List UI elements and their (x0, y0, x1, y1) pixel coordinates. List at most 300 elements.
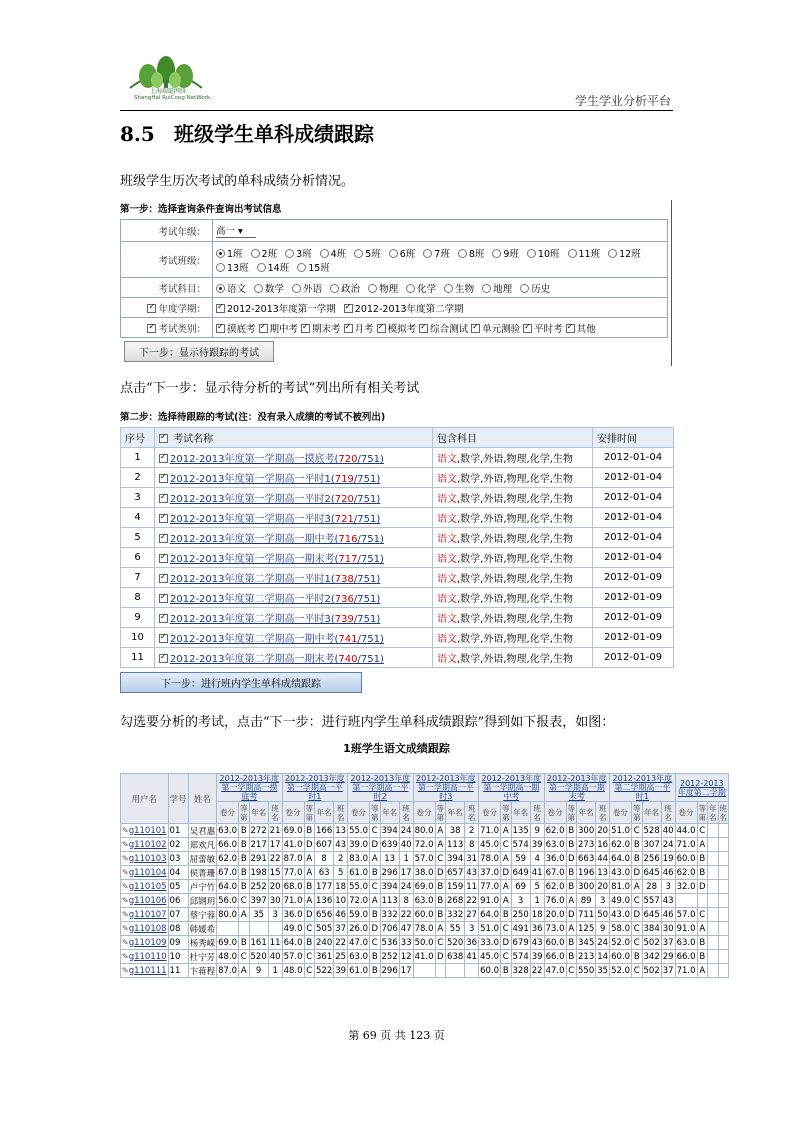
score-cell (718, 936, 729, 950)
score-cell (708, 950, 719, 964)
subject-highlight: 语文 (437, 614, 457, 625)
select-all-checkbox[interactable] (159, 434, 168, 443)
exam-count: 716 (338, 534, 358, 545)
exam-checkbox[interactable] (159, 474, 168, 483)
class-option[interactable] (354, 246, 381, 260)
class-option-label: 11班 (578, 248, 601, 260)
score-cell: 645 (643, 867, 660, 878)
checkbox-icon (471, 324, 480, 333)
score-cell: 113 (381, 895, 398, 906)
score-cell: 706 (381, 923, 398, 934)
score-cell (718, 922, 729, 936)
score-cell: 638 (447, 951, 464, 962)
radio-icon (216, 263, 225, 272)
radio-icon (251, 249, 260, 258)
exam-date: 2012-01-09 (593, 608, 674, 628)
exam-count: 720 (338, 454, 358, 465)
subject-option-label: 政治 (341, 283, 361, 295)
class-option[interactable] (568, 246, 601, 260)
score-cell: 55 (446, 922, 465, 936)
username-cell (121, 824, 169, 838)
score-cell (718, 880, 729, 894)
score-cell: 3 (511, 894, 530, 908)
col-exam-name-label: 考试名称 (173, 434, 214, 445)
edit-icon[interactable]: ✎ (122, 839, 129, 849)
checkbox-icon (216, 324, 225, 333)
score-cell: A (435, 922, 446, 936)
class-option[interactable] (297, 260, 330, 274)
username-link[interactable]: g110107 (128, 909, 167, 920)
score-cell: 35 (597, 965, 609, 976)
score-cell: 63.0 (218, 825, 238, 836)
score-cell: 26.0 (349, 923, 369, 934)
score-cell (708, 936, 719, 950)
score-cell: 639 (381, 839, 398, 850)
class-option-label: 3班 (296, 248, 312, 260)
score-cell: 256 (643, 853, 660, 864)
subject-option[interactable] (482, 281, 512, 295)
student-no: 01 (168, 824, 188, 838)
score-cell: 20 (597, 825, 609, 836)
score-cell: 46 (662, 909, 674, 920)
subject-option[interactable] (330, 281, 360, 295)
score-cell: C (632, 894, 643, 908)
type-filter-checkbox[interactable] (147, 324, 156, 333)
checkbox-icon (301, 324, 310, 333)
exam-count: 738 (334, 574, 354, 585)
score-cell: D (567, 853, 575, 864)
username-link[interactable]: g110103 (128, 853, 167, 864)
row-no: 10 (121, 628, 155, 648)
exam-date: 2012-01-04 (593, 448, 674, 468)
score-cell: 69 (511, 880, 530, 894)
class-option[interactable] (320, 246, 347, 260)
class-option-label: 15班 (308, 262, 330, 274)
exam-column-header[interactable]: 2012-2013年度第一学期高一期末考 (544, 774, 610, 802)
score-cell: 2 (334, 852, 348, 866)
score-cell: 69.0 (283, 825, 303, 836)
step2-intro: 点击“下一步：显示待分析的考试”列出所有相关考试 (120, 381, 420, 396)
score-cell: 72.0 (414, 839, 434, 850)
show-exams-button[interactable]: 下一步：显示待跟踪的考试 (124, 341, 274, 362)
sub-column-header: 班名 (719, 803, 728, 822)
exam-checkbox[interactable] (159, 454, 168, 463)
score-cell: 17 (400, 965, 412, 976)
table-row (121, 468, 674, 488)
score-cell: 78.0 (480, 853, 500, 864)
score-cell (718, 894, 729, 908)
type-option-label: 综合测试 (430, 323, 469, 335)
exam-count: 719 (334, 474, 354, 485)
score-cell: 213 (578, 951, 595, 962)
score-cell: 296 (381, 965, 398, 976)
score-cell: 300 (578, 881, 595, 892)
sub-column-header: 卷分 (610, 802, 632, 824)
col-no: 序号 (121, 428, 155, 448)
student-name: 邱钢玥 (188, 894, 217, 908)
score-cell: 300 (578, 825, 595, 836)
score-cell: 3 (465, 922, 479, 936)
type-option[interactable] (523, 321, 563, 335)
exam-checkbox[interactable] (159, 574, 168, 583)
edit-icon[interactable]: ✎ (122, 895, 129, 905)
class-option-label: 13班 (227, 262, 249, 274)
score-cell: 520 (250, 951, 267, 962)
table-row (121, 824, 729, 838)
student-no: 09 (168, 936, 188, 950)
exam-link[interactable]: 2012-2013年度第二学期高一平时1(738/751) (170, 574, 381, 585)
edit-icon[interactable]: ✎ (122, 951, 129, 961)
score-cell: 46 (662, 867, 674, 878)
score-cell: 83.0 (349, 853, 369, 864)
score-cell: 51.0 (611, 825, 631, 836)
score-cell: A (501, 824, 512, 838)
score-cell: B (370, 908, 381, 922)
exam-column-header[interactable]: 2012-2013年度第一学期高一平时2 (348, 774, 414, 802)
score-cell: 87.0 (218, 965, 238, 976)
exam-name-cell (155, 508, 433, 528)
score-cell: 81.0 (611, 881, 631, 892)
exam-checkbox[interactable] (159, 654, 168, 663)
subjects-cell (433, 488, 593, 508)
score-cell: 18 (531, 909, 543, 920)
score-cell: 55.0 (349, 881, 369, 892)
radio-icon (368, 284, 377, 293)
username-link[interactable]: g110102 (128, 839, 167, 850)
exam-link[interactable]: 2012-2013年度第二学期高一期末考(740/751) (170, 654, 384, 665)
score-cell: C (632, 964, 643, 978)
score-cell: 11 (466, 881, 478, 892)
score-cell: 43 (466, 867, 478, 878)
score-cell: 2 (465, 824, 479, 838)
exam-link[interactable]: 2012-2013年度第二学期高一期中考(741/751) (170, 634, 384, 645)
score-cell: C (697, 908, 708, 922)
type-option[interactable] (471, 321, 520, 335)
exam-checkbox[interactable] (159, 594, 168, 603)
radio-icon (389, 249, 398, 258)
class-option[interactable] (389, 246, 416, 260)
grade-value: 高一 (216, 226, 236, 237)
edit-icon[interactable]: ✎ (122, 909, 129, 919)
subject-rest: ,数学,外语,物理,化学,生物 (457, 474, 573, 485)
exam-column-header[interactable]: 2012-2013年度第二学期 (675, 774, 728, 802)
score-cell: B (566, 824, 577, 838)
score-cell: 37 (662, 937, 674, 948)
score-cell: B (632, 852, 643, 866)
class-option[interactable] (423, 246, 450, 260)
section-number: 8.5 (120, 122, 155, 146)
subject-rest: ,数学,外语,物理,化学,生物 (457, 494, 573, 505)
exam-total: 751 (357, 574, 377, 585)
score-cell: 39 (531, 951, 543, 962)
edit-icon[interactable]: ✎ (122, 965, 129, 975)
score-cell (268, 922, 282, 936)
score-cell: 394 (447, 853, 464, 864)
score-cell: 63.0 (349, 951, 369, 962)
term-option[interactable] (216, 301, 336, 315)
class-option[interactable] (527, 246, 560, 260)
sub-column-header: 班名 (399, 802, 413, 824)
score-cell: A (304, 894, 315, 908)
exam-column-header[interactable]: 2012-2013年度第二学期高一平时1 (610, 774, 676, 802)
score-cell: 13 (380, 852, 399, 866)
exam-column-header[interactable]: 2012-2013年度第一学期高一摸底考 (217, 774, 283, 802)
student-no: 11 (168, 964, 188, 978)
class-option[interactable] (492, 246, 519, 260)
username-link[interactable]: g110104 (128, 867, 167, 878)
subject-option[interactable] (368, 281, 398, 295)
exam-link[interactable]: 2012-2013年度第一学期高一平时3(721/751) (170, 514, 381, 525)
type-option[interactable] (377, 321, 417, 335)
class-option-label: 10班 (537, 248, 560, 260)
exam-column-header[interactable]: 2012-2013年度第一学期高一平时3 (413, 774, 479, 802)
score-cell: 657 (447, 867, 464, 878)
exam-checkbox[interactable] (159, 534, 168, 543)
score-cell: 491 (512, 923, 529, 934)
subject-option[interactable] (292, 281, 322, 295)
score-cell: 45.0 (480, 839, 500, 850)
score-cell (708, 824, 719, 838)
sub-column-header: 班名 (661, 802, 675, 824)
table-row (121, 508, 674, 528)
score-cell: 39 (335, 965, 347, 976)
score-cell: 43 (662, 895, 674, 906)
score-cell: C (435, 936, 446, 950)
sub-column-header: 班名 (268, 802, 282, 824)
table-row (121, 628, 674, 648)
exam-checkbox[interactable] (159, 634, 168, 643)
score-cell: 3 (661, 880, 675, 894)
username-link[interactable]: g110105 (128, 881, 167, 892)
exam-column-header[interactable]: 2012-2013年度第一学期高一平时1 (282, 774, 348, 802)
radio-icon (520, 284, 529, 293)
table-row (121, 608, 674, 628)
exam-checkbox[interactable] (159, 494, 168, 503)
class-option[interactable] (216, 260, 249, 274)
score-cell: 64.0 (611, 853, 631, 864)
score-cell: 3 (596, 894, 610, 908)
col-username: 用户名 (121, 774, 169, 824)
score-cell: B (239, 838, 250, 852)
subject-option-label: 语文 (227, 283, 247, 295)
score-cell: 24 (597, 937, 609, 948)
score-cell: 71.0 (676, 839, 696, 850)
subjects-cell (433, 448, 593, 468)
score-cell: 69.0 (218, 937, 238, 948)
score-cell: A (304, 852, 315, 866)
edit-icon[interactable]: ✎ (122, 853, 129, 863)
subject-option[interactable] (520, 281, 550, 295)
username-cell (121, 880, 169, 894)
score-cell (249, 922, 268, 936)
score-cell: 113 (447, 839, 464, 850)
exam-link[interactable]: 2012-2013年度第二学期高一平时3(739/751) (170, 614, 381, 625)
term-option-label: 2012-2013年度第二学期 (354, 303, 464, 315)
term-option[interactable] (344, 301, 464, 315)
student-no: 03 (168, 852, 188, 866)
score-cell (697, 894, 708, 908)
exam-checkbox[interactable] (159, 554, 168, 563)
exam-total: 751 (360, 634, 380, 645)
class-option[interactable] (458, 246, 485, 260)
score-cell: 11 (269, 937, 281, 948)
subject-highlight: 语文 (437, 654, 457, 665)
exam-total: 751 (357, 494, 377, 505)
class-option[interactable] (285, 246, 312, 260)
sub-column-header: 卷分 (348, 802, 370, 824)
student-no: 04 (168, 866, 188, 880)
username-link[interactable]: g110106 (128, 895, 167, 906)
term-options (213, 298, 668, 318)
type-option[interactable] (566, 321, 596, 335)
report-table-wrap[interactable] (120, 773, 728, 991)
radio-icon (608, 249, 617, 258)
score-cell (718, 908, 729, 922)
edit-icon[interactable]: ✎ (122, 881, 129, 891)
score-cell: B (435, 894, 446, 908)
score-cell: 64.0 (283, 937, 303, 948)
exam-total: 751 (360, 454, 380, 465)
grade-select[interactable] (216, 223, 256, 238)
score-cell: 59.0 (349, 909, 369, 920)
subject-option[interactable] (254, 281, 284, 295)
class-option[interactable] (257, 260, 290, 274)
exam-link[interactable]: 2012-2013年度第一学期高一平时1(719/751) (170, 474, 381, 485)
exam-link[interactable]: 2012-2013年度第一学期高一平时2(720/751) (170, 494, 381, 505)
edit-icon[interactable]: ✎ (122, 867, 129, 877)
exam-name: 2012-2013年度第一学期高一平时1 (170, 474, 331, 485)
username-link[interactable]: g110109 (128, 937, 167, 948)
table-row (121, 880, 729, 894)
exam-link[interactable]: 2012-2013年度第二学期高一平时2(736/751) (170, 594, 381, 605)
exam-name: 2012-2013年度第一学期高一期末考 (170, 554, 335, 565)
score-cell: B (239, 824, 250, 838)
subjects-cell (433, 588, 593, 608)
score-cell: 502 (643, 965, 660, 976)
exam-column-header[interactable]: 2012-2013年度第一学期高一期中考 (479, 774, 545, 802)
subject-rest: ,数学,外语,物理,化学,生物 (457, 514, 573, 525)
col-subjects: 包含科目 (433, 428, 593, 448)
exam-total: 751 (357, 514, 377, 525)
score-cell: 20 (269, 881, 281, 892)
subject-option[interactable] (444, 281, 474, 295)
score-cell: 217 (250, 839, 267, 850)
score-cell (718, 852, 729, 866)
score-cell: 250 (512, 909, 529, 920)
exam-checkbox[interactable] (159, 514, 168, 523)
score-cell: 40 (400, 839, 412, 850)
score-cell: 663 (578, 853, 595, 864)
score-cell: A (370, 852, 381, 866)
edit-icon[interactable]: ✎ (122, 923, 129, 933)
score-cell: 49.0 (611, 895, 631, 906)
exam-link[interactable]: 2012-2013年度第一学期高一期中考(716/751) (170, 534, 384, 545)
username-link[interactable]: g110110 (128, 951, 167, 962)
term-filter-checkbox[interactable] (147, 304, 156, 313)
exam-date: 2012-01-09 (593, 568, 674, 588)
row-no: 9 (121, 608, 155, 628)
class-option[interactable] (251, 246, 278, 260)
score-cell: C (632, 922, 643, 936)
score-cell: D (305, 839, 313, 850)
type-option-label: 平时考 (534, 323, 563, 335)
score-cell: A (566, 894, 577, 908)
radio-icon (257, 263, 266, 272)
track-scores-button[interactable]: 下一步：进行班内学生单科成绩跟踪 (120, 672, 362, 693)
score-cell: 40 (662, 825, 674, 836)
score-cell: 63.0 (414, 895, 434, 906)
query-form (120, 219, 668, 338)
type-option-label: 期中考 (269, 323, 299, 335)
subject-option[interactable] (216, 281, 246, 295)
score-cell: 520 (447, 937, 464, 948)
edit-icon[interactable]: ✎ (122, 825, 129, 835)
type-options (213, 318, 668, 338)
type-option[interactable] (301, 321, 341, 335)
username-cell (121, 964, 169, 978)
panel-edge (671, 200, 672, 366)
step1-panel (120, 200, 672, 366)
type-option[interactable] (216, 321, 256, 335)
score-cell: 63.0 (545, 839, 565, 850)
exam-checkbox[interactable] (159, 614, 168, 623)
subject-option[interactable] (406, 281, 436, 295)
username-link[interactable]: g110101 (128, 825, 167, 836)
username-link[interactable]: g110108 (128, 923, 167, 934)
type-option[interactable] (419, 321, 468, 335)
subject-rest: ,数学,外语,物理,化学,生物 (457, 634, 573, 645)
score-cell: 33 (400, 937, 412, 948)
score-cell: B (304, 824, 315, 838)
exam-name: 2012-2013年度第二学期高一平时3 (170, 614, 331, 625)
score-cell: 43 (531, 937, 543, 948)
username-link[interactable]: g110111 (128, 965, 167, 976)
class-option[interactable] (608, 246, 641, 260)
score-cell (708, 866, 719, 880)
class-option[interactable] (216, 246, 243, 260)
exam-link[interactable]: 2012-2013年度第一学期高一期末考(717/751) (170, 554, 384, 565)
sub-column-header: 等第 (567, 803, 576, 822)
exam-count: 720 (334, 494, 354, 505)
score-cell: 505 (316, 923, 333, 934)
class-option-label: 1班 (227, 248, 243, 260)
sub-column-header: 等第 (436, 803, 445, 822)
type-option[interactable] (344, 321, 374, 335)
score-cell (217, 922, 239, 936)
student-no: 06 (168, 894, 188, 908)
exam-link[interactable]: 2012-2013年度第一学期高一摸底考(720/751) (170, 454, 384, 465)
score-cell: 35 (249, 908, 268, 922)
score-cell: B (304, 880, 315, 894)
score-cell: 20.0 (545, 909, 565, 920)
exam-count: 736 (334, 594, 354, 605)
score-cell: B (435, 880, 446, 894)
subject-option-label: 化学 (417, 283, 437, 295)
score-cell: C (501, 922, 512, 936)
subjects-cell (433, 548, 593, 568)
sub-column-header: 卷分 (479, 802, 501, 824)
subject-highlight: 语文 (437, 634, 457, 645)
score-cell: 71.0 (480, 825, 500, 836)
username-cell (121, 908, 169, 922)
type-option[interactable] (259, 321, 299, 335)
score-cell: 91.0 (676, 923, 696, 934)
score-cell: 18 (335, 881, 347, 892)
score-cell: 136 (316, 895, 333, 906)
subject-highlight: 语文 (437, 554, 457, 565)
edit-icon[interactable]: ✎ (122, 937, 129, 947)
score-cell: 307 (643, 839, 660, 850)
